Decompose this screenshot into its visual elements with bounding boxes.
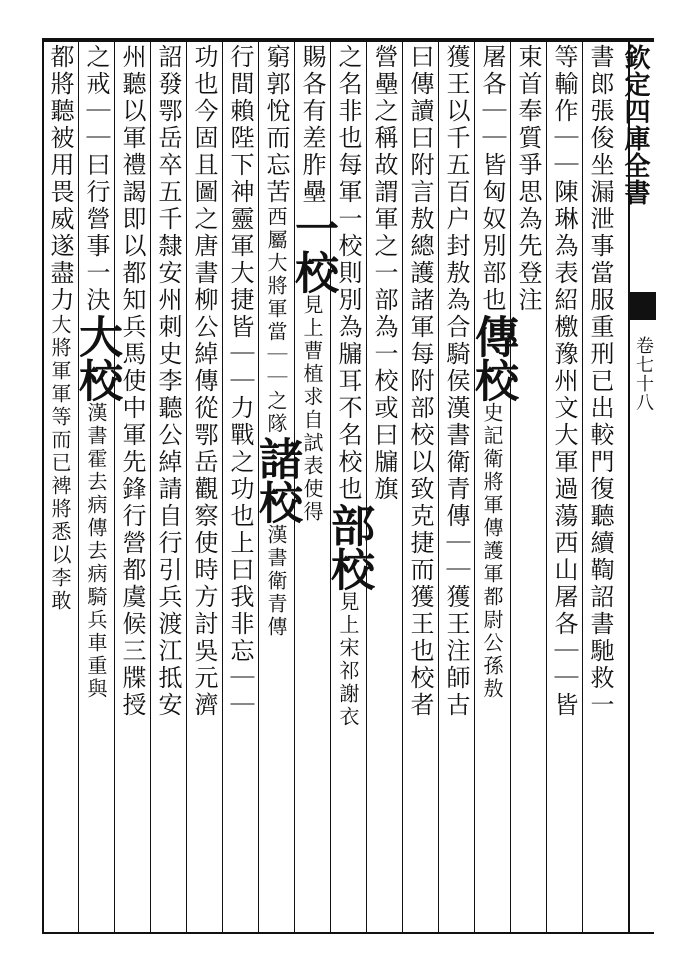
body-text: 之名非也每軍一校則別為牖耳不名校也 xyxy=(334,44,362,503)
annotation-text: 見上宋祁謝衣 xyxy=(336,591,360,729)
annotation-text: 西屬大將軍當｜｜之隊 xyxy=(264,206,288,436)
text-column xyxy=(467,44,518,928)
body-text: 等輸作｜｜陳琳為表紹檄豫州文大軍過蕩西山屠各｜｜皆 xyxy=(550,44,578,719)
text-column xyxy=(71,44,122,928)
body-text: 曰傳讀曰附言敖總護諸軍每附部校以致克捷而獲王也校者 xyxy=(406,44,434,719)
text-column xyxy=(44,44,80,928)
body-text: 屠各｜｜皆匈奴別部也 xyxy=(478,44,506,314)
body-text: 窮郭悅而忘苦 xyxy=(262,44,290,206)
annotation-text: 漢書衛青傳 xyxy=(264,524,288,639)
text-column xyxy=(323,44,374,928)
headword: 部校 xyxy=(323,503,374,591)
text-column xyxy=(224,44,260,928)
column-rule xyxy=(42,40,43,932)
fish-tail-mark-icon xyxy=(628,292,656,320)
headword: 傳校 xyxy=(467,314,518,402)
volume-label: 卷七十八 xyxy=(633,336,654,412)
headword: 一校 xyxy=(287,206,338,294)
body-text: 州聽以軍禮謁即以都知兵馬使中軍先鋒行營都虞候三牒授 xyxy=(118,44,146,719)
body-text: 功也今固且圖之唐書柳公綽傳從鄂岳觀察使時方討吳元濟 xyxy=(190,44,218,719)
text-column xyxy=(152,44,188,928)
body-text: 束首奉質爭思為先登注 xyxy=(514,44,542,314)
body-text: 詔發鄂岳卒五千隸安州刺史李聽公綽請自行引兵渡江抵安 xyxy=(154,44,182,719)
body-text: 營壘之稱故謂軍之一部為一校或曰牖旗 xyxy=(370,44,398,503)
text-column xyxy=(368,44,404,928)
book-title: 欽定四庫全書 xyxy=(620,44,650,206)
headword: 諸校 xyxy=(251,436,302,524)
body-text: 獲王以千五百户封敖為合騎侯漢書衛青傳｜｜獲王注師古 xyxy=(442,44,470,719)
body-text: 都將聽被用畏威遂盡力 xyxy=(46,44,74,314)
text-column xyxy=(116,44,152,928)
annotation-text: 見上曹植求自試表使得 xyxy=(300,294,324,524)
body-text: 書郎張俊坐漏泄事當服重刑已出較門復聽續鞫詔書馳救一 xyxy=(586,44,614,719)
headword: 大校 xyxy=(71,314,122,402)
annotation-text: 漢書霍去病傳去病騎兵車重與 xyxy=(84,402,108,701)
text-column xyxy=(548,44,584,928)
text-column xyxy=(584,44,620,928)
text-column xyxy=(512,44,548,928)
text-column xyxy=(188,44,224,928)
body-text: 行間賴陛下神靈軍大捷皆｜｜力戰之功也上曰我非忘｜｜ xyxy=(226,44,254,719)
annotation-text: 史記衛將軍傳護軍都尉公孫敖 xyxy=(480,402,504,701)
body-text: 之戒｜｜曰行營事一決 xyxy=(82,44,110,314)
text-column xyxy=(440,44,476,928)
body-text: 賜各有差胙壘 xyxy=(298,44,326,206)
text-column xyxy=(404,44,440,928)
annotation-text: 大將軍軍等而已裨將悉以李敢 xyxy=(48,314,72,613)
text-column xyxy=(251,44,302,928)
